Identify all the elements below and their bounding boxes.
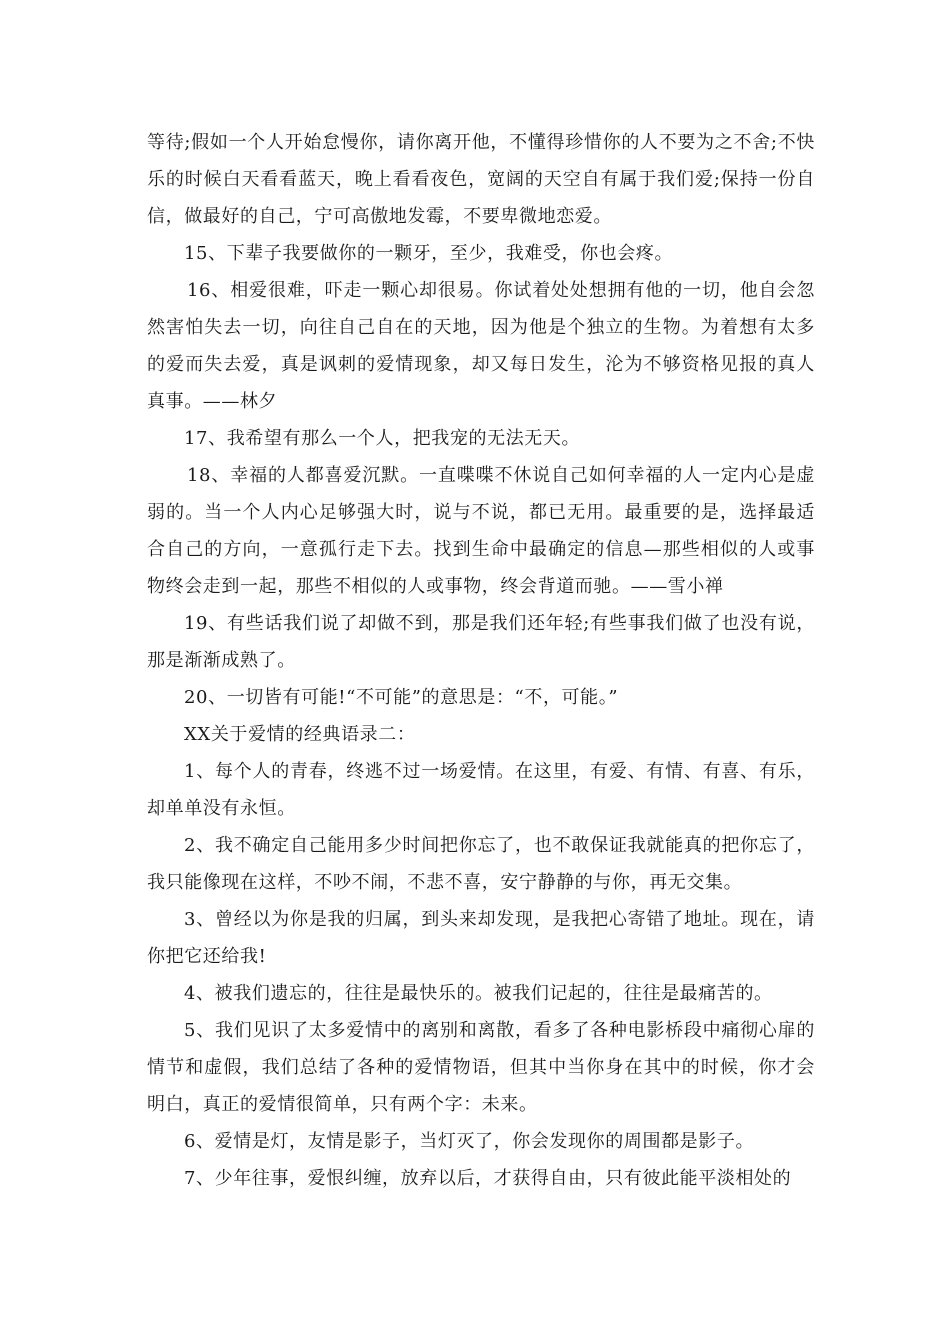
quote-6: 6、爱情是灯，友情是影子，当灯灭了，你会发现你的周围都是影子。	[184, 1131, 755, 1152]
quote-15: 15、下辈子我要做你的一颗牙，至少，我难受，你也会疼。	[184, 243, 674, 264]
quote-1: 1、每个人的青春，终逃不过一场爱情。在这里，有爱、有情、有喜、有乐，却单单没有永恒。	[147, 761, 815, 819]
quote-7: 7、少年往事，爱恨纠缠，放弃以后，才获得自由，只有彼此能平淡相处的	[184, 1168, 792, 1189]
quote-17: 17、我希望有那么一个人，把我宠的无法无天。	[184, 428, 581, 449]
quote-2: 2、我不确定自己能用多少时间把你忘了，也不敢保证我就能真的把你忘了，我只能像现在这样，不吵不闹，不悲不喜，安宁静静的与你，再无交集。	[147, 835, 815, 893]
quote-16: 16、相爱很难，吓走一颗心却很易。你试着处处想拥有他的一切，他自会忽然害怕失去一切，向往自己自在的天地，因为他是个独立的生物。为着想有太多的爱而失去爱，真是讽刺的爱情现象，却又每日发生，沦为不够资格见报的真人真事。——林夕	[147, 280, 815, 412]
quote-3: 3、曾经以为你是我的归属，到头来却发现，是我把心寄错了地址。现在，请你把它还给我!	[147, 909, 815, 967]
document-body	[147, 124, 815, 1197]
quote-20: 20、一切皆有可能!“不可能”的意思是：“不，可能。”	[184, 687, 619, 708]
quote-19: 19、有些话我们说了却做不到，那是我们还年轻;有些事我们做了也没有说，那是渐渐成熟了。	[147, 613, 815, 671]
quote-4: 4、被我们遗忘的，往往是最快乐的。被我们记起的，往往是最痛苦的。	[184, 983, 773, 1004]
paragraph-continuation: 等待;假如一个人开始怠慢你，请你离开他，不懂得珍惜你的人不要为之不舍;不快乐的时候白天看看蓝天，晚上看看夜色，宽阔的天空自有属于我们爱;保持一份自信，做最好的自己，宁可高傲地发霉，不要卑微地恋爱。	[147, 132, 815, 227]
section-heading: XX关于爱情的经典语录二：	[184, 724, 416, 745]
quote-18: 18、幸福的人都喜爱沉默。一直喋喋不休说自己如何幸福的人一定内心是虚弱的。当一个人内心足够强大时，说与不说，都已无用。最重要的是，选择最适合自己的方向，一意孤行走下去。找到生命中最确定的信息—那些相似的人或事物终会走到一起，那些不相似的人或事物，终会背道而驰。——雪小禅	[147, 465, 815, 597]
quote-5: 5、我们见识了太多爱情中的离别和离散，看多了各种电影桥段中痛彻心扉的情节和虚假，我们总结了各种的爱情物语，但其中当你身在其中的时候，你才会明白，真正的爱情很简单，只有两个字：未来。	[147, 1020, 815, 1115]
